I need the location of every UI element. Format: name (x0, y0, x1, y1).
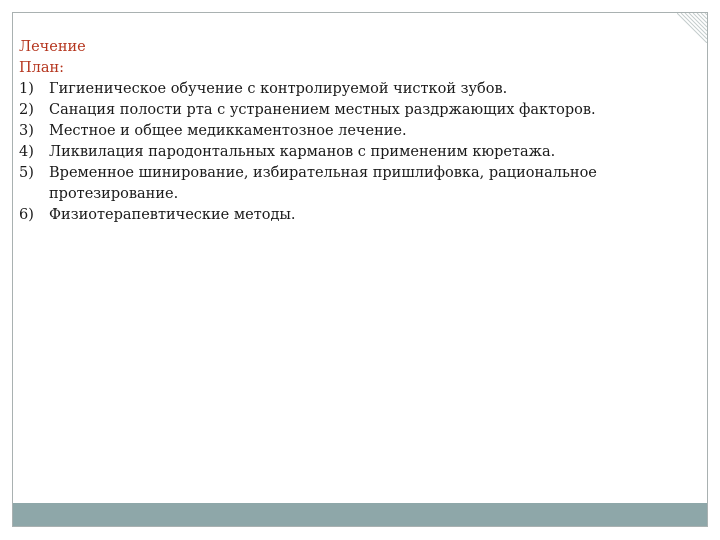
list-item-number: 3) (19, 123, 34, 139)
list-item-text: Ликвилация пародонтальных карманов с примененим кюретажа. (49, 144, 556, 160)
list-item-text: Временное шинирование, избирательная пришлифовка, рациональное протезирование. (49, 165, 597, 202)
list-item (19, 163, 699, 205)
list-item (19, 100, 699, 121)
footer-bar (13, 503, 707, 526)
list-item-number: 1) (19, 81, 34, 97)
plan-label: План: (19, 60, 65, 76)
list-item-number: 5) (19, 165, 34, 181)
list-item (19, 121, 699, 142)
list-item-text: Местное и общее медиккаментозное лечение. (49, 123, 407, 139)
list-item-text: Санация полости рта с устранением местных раздржающих факторов. (49, 102, 596, 118)
list-item-number: 2) (19, 102, 34, 118)
slide (12, 12, 708, 527)
list-item-text: Физиотерапевтические методы. (49, 207, 296, 223)
slide-title: Лечение (19, 39, 86, 55)
list-item-text: Гигиеническое обучение с контролируемой чисткой зубов. (49, 81, 508, 97)
list-item (19, 142, 699, 163)
plan-list (19, 79, 699, 226)
list-item-number: 4) (19, 144, 34, 160)
list-item (19, 79, 699, 100)
slide-content (19, 37, 699, 226)
list-item-number: 6) (19, 207, 34, 223)
list-item (19, 205, 699, 226)
